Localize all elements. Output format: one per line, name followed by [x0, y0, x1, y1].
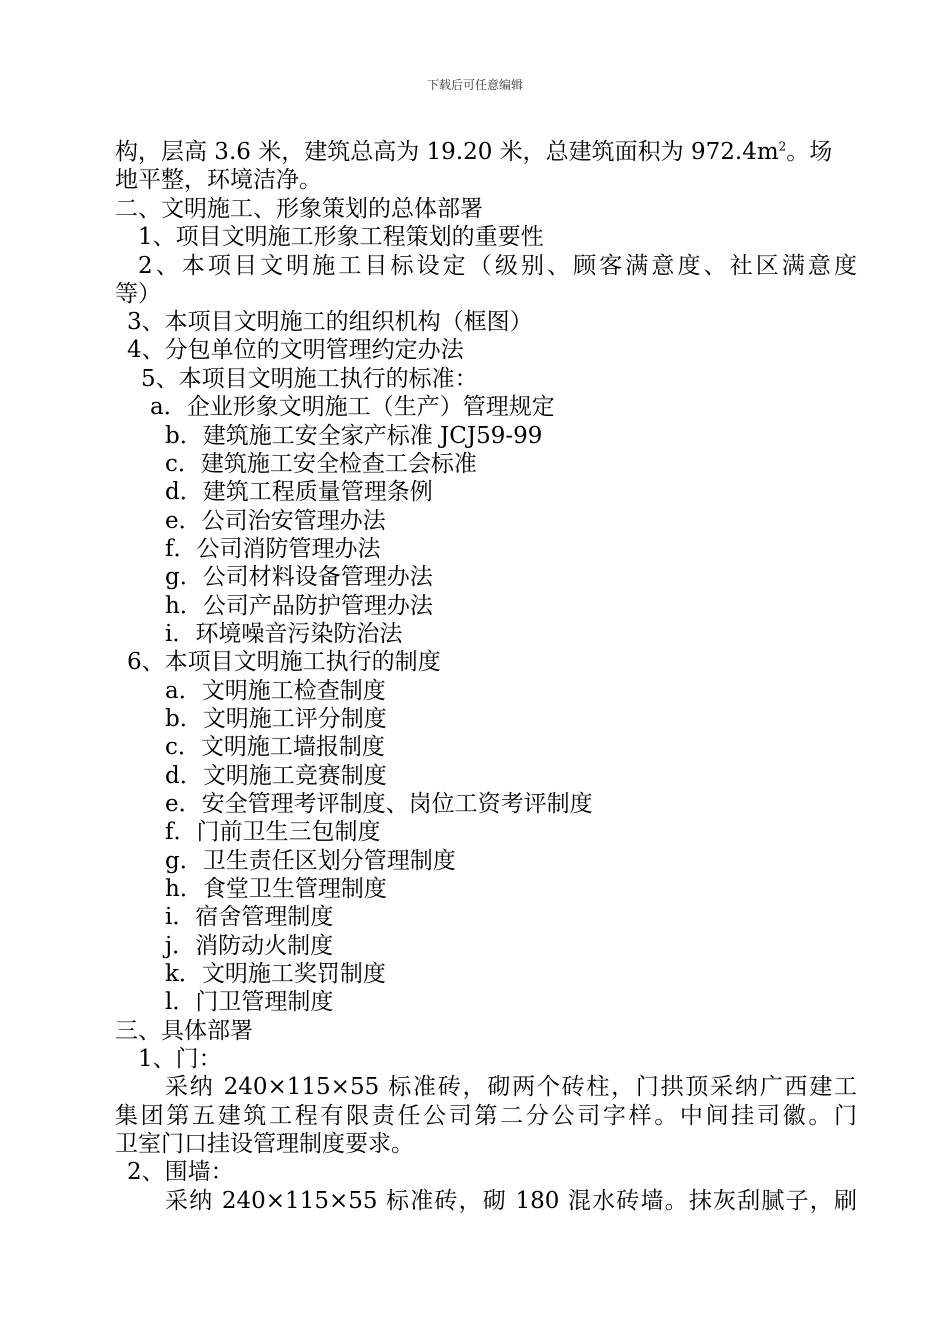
section-3-heading: 三、具体部署 [115, 1018, 253, 1044]
system-item: e．安全管理考评制度、岗位工资考评制度 [165, 791, 593, 817]
standard-item: f．公司消防管理办法 [165, 536, 381, 562]
section-2-item-2-cont: 等） [115, 281, 161, 307]
intro-line-1-text: 构，层高 3.6 米，建筑总高为 19.20 米，总建筑面积为 972.4m [115, 139, 779, 165]
section-2-item-4: 4、分包单位的文明管理约定办法 [127, 337, 464, 363]
system-item: a．文明施工检查制度 [165, 678, 386, 704]
gate-paragraph-line-3: 卫室门口挂设管理制度要求。 [115, 1131, 414, 1157]
system-item: i．宿舍管理制度 [165, 904, 334, 930]
gate-paragraph-line-1: 采纳 240×115×55 标准砖，砌两个砖柱，门拱顶采纳广西建工 [165, 1074, 857, 1100]
wall-paragraph-line-1: 采纳 240×115×55 标准砖，砌 180 混水砖墙。抹灰刮腻子，刷 [165, 1188, 857, 1214]
system-item: l．门卫管理制度 [165, 989, 334, 1015]
gate-paragraph-line-2: 集团第五建筑工程有限责任公司第二分公司字样。中间挂司徽。门 [115, 1103, 857, 1129]
section-2-heading: 二、文明施工、形象策划的总体部署 [115, 196, 483, 222]
standard-item: h．公司产品防护管理办法 [165, 593, 433, 619]
section-2-item-1: 1、项目文明施工形象工程策划的重要性 [138, 224, 544, 250]
section-2-item-6: 6、本项目文明施工执行的制度 [127, 649, 441, 675]
standard-item: d．建筑工程质量管理条例 [165, 479, 433, 505]
system-item: j．消防动火制度 [165, 933, 334, 959]
wall-title: 2、围墙： [127, 1159, 234, 1185]
standard-item: e．公司治安管理办法 [165, 508, 386, 534]
intro-line-2: 地平整，环境洁净。 [115, 167, 322, 193]
standard-item: a．企业形象文明施工（生产）管理规定 [150, 394, 555, 420]
system-item: g．卫生责任区划分管理制度 [165, 848, 456, 874]
intro-line-1-tail: 。场 [786, 139, 833, 165]
section-2-item-2: 2、本项目文明施工目标设定（级别、顾客满意度、社区满意度 [138, 253, 857, 279]
section-2-item-5: 5、本项目文明施工执行的标准： [141, 366, 478, 392]
system-item: d．文明施工竞赛制度 [165, 763, 387, 789]
system-item: f．门前卫生三包制度 [165, 819, 381, 845]
system-item: b．文明施工评分制度 [165, 706, 387, 732]
system-item: h．食堂卫生管理制度 [165, 876, 387, 902]
standard-item: i．环境噪音污染防治法 [165, 621, 403, 647]
section-2-item-3: 3、本项目文明施工的组织机构（框图） [127, 309, 533, 335]
standard-item: g．公司材料设备管理办法 [165, 564, 433, 590]
intro-line-1 [115, 138, 832, 166]
superscript-2: 2 [778, 139, 787, 154]
standard-item: b．建筑施工安全家产标准 JCJ59-99 [165, 423, 543, 449]
system-item: k．文明施工奖罚制度 [165, 961, 386, 987]
system-item: c．文明施工墙报制度 [165, 734, 385, 760]
gate-title: 1、门： [138, 1046, 222, 1072]
standard-item: c．建筑施工安全检查工会标准 [165, 451, 477, 477]
page-header: 下载后可任意编辑 [426, 78, 523, 92]
